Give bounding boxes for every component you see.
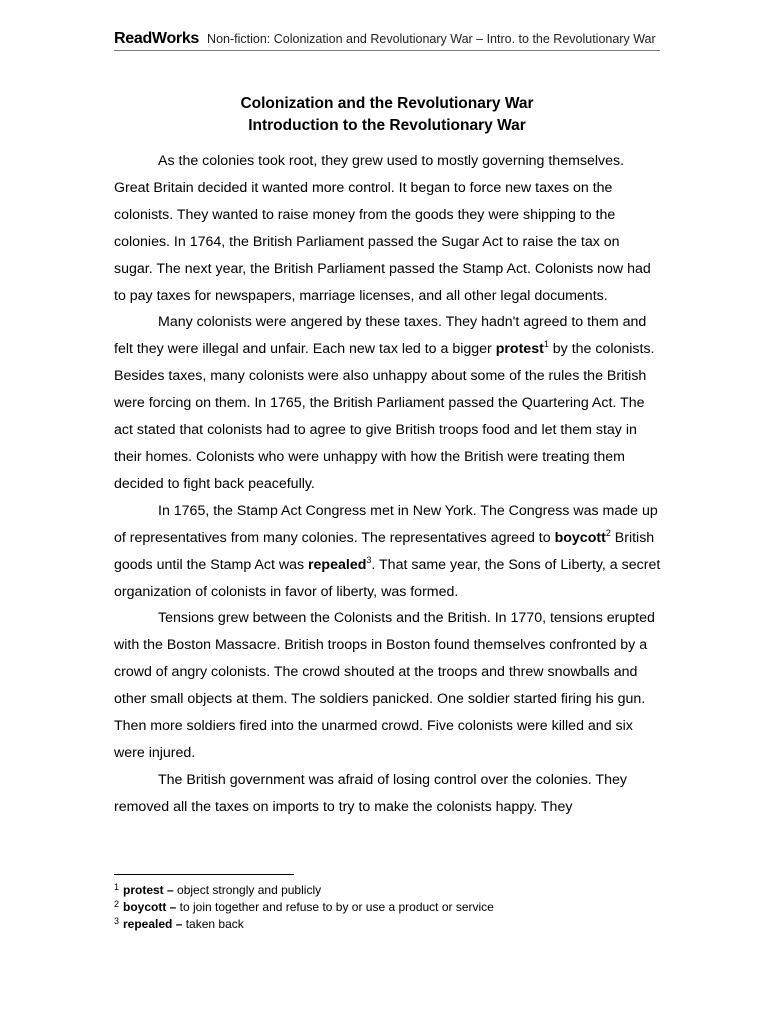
footnote-term: boycott – [123, 900, 177, 914]
footnote-item [114, 899, 662, 916]
header-subtitle: Non-fiction: Colonization and Revolutionary War – Intro. to the Revolutionary War [207, 32, 656, 46]
article-body [114, 148, 662, 821]
vocab-term-protest: protest [495, 341, 544, 358]
footnote-definition: taken back [182, 917, 244, 931]
footnote-definition: object strongly and publicly [173, 883, 322, 897]
footnote-ref-3: 3 [366, 554, 372, 565]
title-block [114, 93, 660, 137]
paragraph-3-text-a: In 1765, the Stamp Act Congress met in New York. The Congress was made up of representatives from many colonies. The representatives agreed to [114, 502, 658, 546]
paragraph-2-text-b: by the colonists. Besides taxes, many colonists were also unhappy about some of the rules the British were forcing on them. In 1765, the British Parliament passed the Quartering Act. The act stated that colonists had to agree to give British troops food and let them stay in their homes. Colonists who were unhappy with how the British were treating them decided to fight back peacefully. [114, 341, 655, 492]
footnote-number: 1 [114, 882, 120, 892]
paragraph-4: Tensions grew between the Colonists and the British. In 1770, tensions erupted with the Boston Massacre. British troops in Boston found themselves confronted by a crowd of angry colonists. The crowd shouted at the troops and threw snowballs and other small objects at them. The soldiers panicked. One soldier started firing his gun. Then more soldiers fired into the unarmed crowd. Five colonists were killed and six were injured. [114, 610, 655, 761]
footnote-definition: to join together and refuse to by or use a product or service [176, 900, 494, 914]
paragraph-3-text-b: British goods until the Stamp Act was [114, 529, 655, 573]
brand-logo: ReadWorks [114, 30, 200, 47]
page-header [114, 30, 660, 51]
paragraph-3-text-c: . That same year, the Sons of Liberty, a secret organization of colonists in favor of liberty, was formed. [114, 556, 661, 600]
footnotes [114, 882, 662, 933]
vocab-term-boycott: boycott [554, 529, 606, 546]
footnote-ref-1: 1 [543, 339, 549, 350]
footnote-item [114, 882, 662, 899]
document-subtitle: Introduction to the Revolutionary War [248, 117, 526, 134]
document-title: Colonization and the Revolutionary War [240, 95, 534, 112]
footnote-term: protest – [123, 883, 174, 897]
vocab-term-repealed: repealed [308, 556, 367, 573]
paragraph-5: The British government was afraid of losing control over the colonies. They removed all the taxes on imports to try to make the colonists happy. They [114, 771, 627, 815]
paragraph-1: As the colonies took root, they grew used to mostly governing themselves. Great Britain decided it wanted more control. It began to force new taxes on the colonists. They wanted to raise money from the goods they were shipping to the colonies. In 1764, the British Parliament passed the Sugar Act to raise the tax on sugar. The next year, the British Parliament passed the Stamp Act. Colonists now had to pay taxes for newspapers, marriage licenses, and all other legal documents. [114, 153, 651, 304]
footnote-term: repealed – [123, 917, 183, 931]
footnote-number: 2 [114, 899, 120, 909]
footnote-number: 3 [114, 916, 120, 926]
footnote-item [114, 916, 662, 933]
paragraph-2-text-a: Many colonists were angered by these taxes. They hadn't agreed to them and felt they were illegal and unfair. Each new tax led to a bigger [114, 314, 647, 358]
footnote-divider [114, 874, 294, 875]
footnote-ref-2: 2 [605, 527, 611, 538]
paragraph-3 [114, 498, 662, 606]
paragraph-2 [114, 309, 662, 497]
